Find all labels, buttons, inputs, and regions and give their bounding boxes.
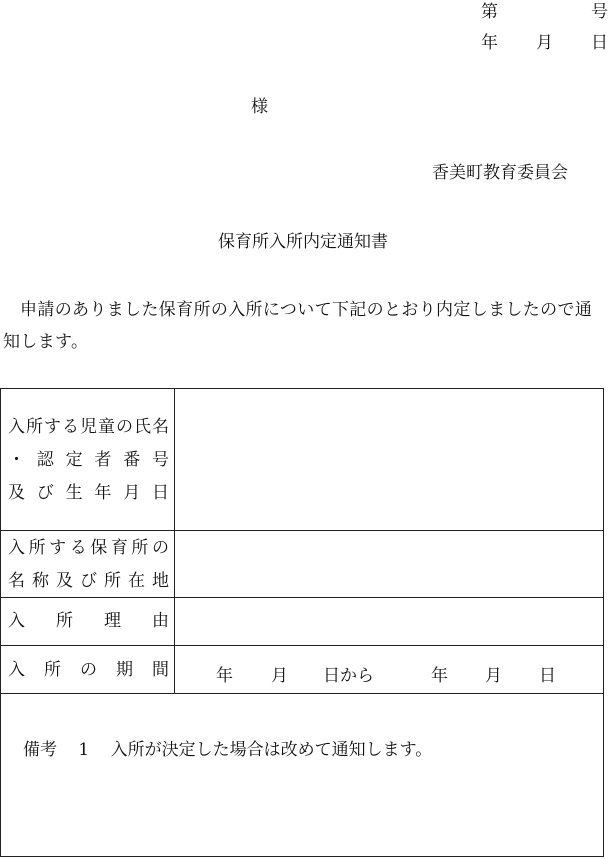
period-to-day: 日 (539, 666, 556, 686)
child-info-label-line3: 及び生年月日 (8, 483, 169, 503)
date-day-label: 日 (591, 33, 608, 53)
row-divider (1, 530, 603, 531)
enrollment-period-value (1, 661, 605, 686)
child-info-label-line2: ・認定者番号 (8, 450, 169, 470)
enrollment-reason-label: 入所理由 (8, 611, 169, 631)
remarks-text: 入所が決定した場合は改めて通知します。 (110, 740, 433, 760)
period-from-day: 日から (323, 666, 374, 686)
number-prefix: 第 (481, 2, 498, 22)
row-divider (1, 693, 603, 694)
remarks-section (23, 735, 448, 760)
notification-table (0, 388, 604, 857)
period-to-year: 年 (431, 666, 448, 686)
remarks-label: 備考 (23, 740, 57, 760)
enrollment-period-label: 入所の期間 (8, 660, 169, 680)
issuer-name: 香美町教育委員会 (432, 163, 568, 183)
date-year-label: 年 (481, 33, 498, 53)
period-from-month: 月 (271, 666, 288, 686)
nursery-info-label (8, 532, 169, 598)
period-from-year: 年 (216, 666, 233, 686)
recipient-honorific: 様 (251, 97, 268, 117)
date-month-label: 月 (536, 33, 553, 53)
child-info-label (8, 411, 169, 510)
number-suffix: 号 (591, 2, 608, 22)
row-divider (1, 645, 603, 646)
nursery-info-label-line2: 名称及び所在地 (8, 571, 169, 591)
column-divider (174, 389, 175, 694)
child-info-label-line1: 入所する児童の氏名 (8, 417, 169, 437)
period-to-month: 月 (485, 666, 502, 686)
remarks-number: 1 (78, 740, 90, 760)
document-title: 保育所入所内定通知書 (218, 232, 388, 252)
nursery-info-label-line1: 入所する保育所の (8, 538, 169, 558)
body-paragraph: 申請のありました保育所の入所について下記のとおり内定しましたので通知します。 (3, 300, 593, 352)
